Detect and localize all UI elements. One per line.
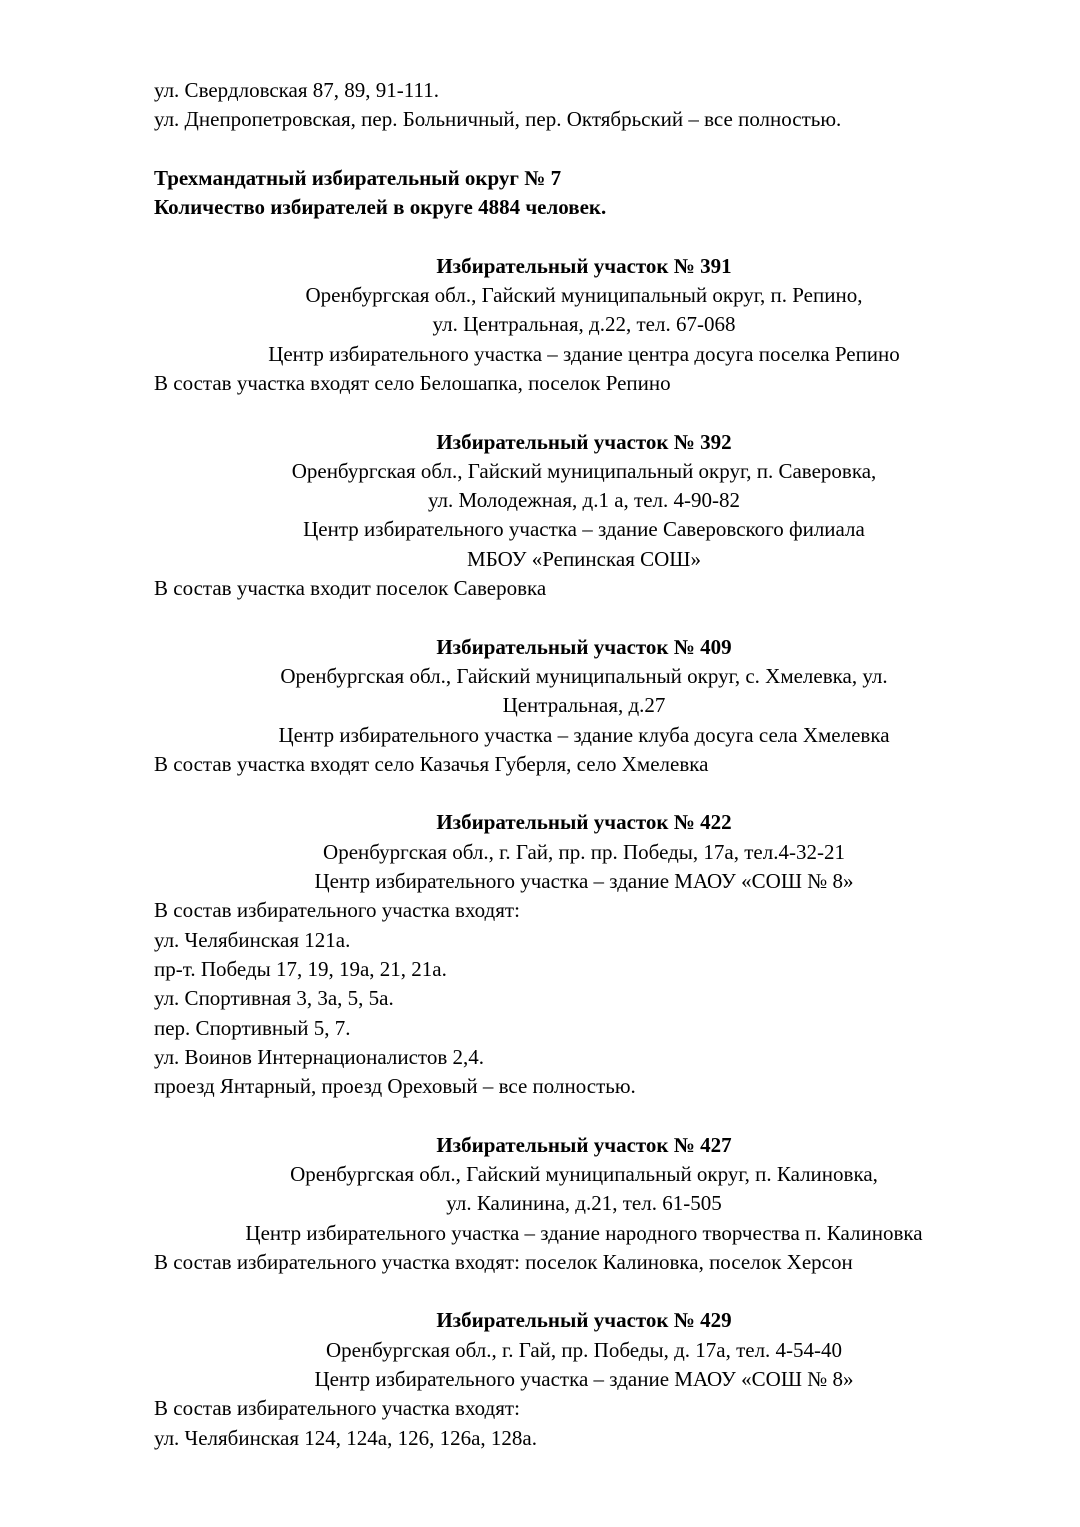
- spacer: [154, 398, 1014, 427]
- station-title: Избирательный участок № 429: [436, 1308, 732, 1333]
- station-center: Центр избирательного участка – здание МАОУ «СОШ № 8»: [314, 869, 854, 894]
- district-voters: Количество избирателей в округе 4884 человек.: [154, 195, 607, 220]
- station-title: Избирательный участок № 422: [436, 810, 732, 835]
- station-address: Оренбургская обл., Гайский муниципальный округ, с. Хмелевка, ул.: [280, 663, 888, 688]
- station-composition: ул. Челябинская 121а.: [154, 927, 351, 952]
- station-title: Избирательный участок № 391: [436, 253, 732, 278]
- station-address: ул. Молодежная, д.1 а, тел. 4-90-82: [427, 488, 740, 513]
- station-center: Центр избирательного участка – здание Саверовского филиала: [303, 517, 865, 542]
- station-composition: В состав избирательного участка входят:: [154, 898, 520, 923]
- station-composition: В состав участка входят село Белошапка, поселок Репино: [154, 370, 671, 395]
- polling-station-section: [154, 1131, 1014, 1307]
- station-composition: В состав участка входит поселок Саверовка: [154, 576, 547, 601]
- polling-station-section: [154, 633, 1014, 809]
- station-center: Центр избирательного участка – здание центра досуга поселка Репино: [268, 341, 900, 366]
- polling-station-section: [154, 428, 1014, 633]
- station-title: Избирательный участок № 409: [436, 634, 732, 659]
- station-composition: пер. Спортивный 5, 7.: [154, 1015, 351, 1040]
- spacer: [154, 135, 1014, 164]
- station-address: Оренбургская обл., г. Гай, пр. пр. Победы, 17а, тел.4-32-21: [323, 839, 845, 864]
- station-title: Избирательный участок № 427: [436, 1132, 732, 1157]
- intro-line: ул. Днепропетровская, пер. Больничный, пер. Октябрьский – все полностью.: [154, 107, 842, 132]
- station-address: ул. Калинина, д.21, тел. 61-505: [446, 1191, 722, 1216]
- spacer: [154, 1101, 1014, 1130]
- document-page: [154, 76, 1014, 1453]
- station-composition: ул. Спортивная 3, 3а, 5, 5а.: [154, 986, 394, 1011]
- station-center: Центр избирательного участка – здание народного творчества п. Калиновка: [245, 1220, 923, 1245]
- station-address: Оренбургская обл., Гайский муниципальный округ, п. Саверовка,: [291, 458, 877, 483]
- station-address: ул. Центральная, д.22, тел. 67-068: [432, 312, 736, 337]
- station-composition: пр-т. Победы 17, 19, 19а, 21, 21а.: [154, 956, 447, 981]
- station-title: Избирательный участок № 392: [436, 429, 732, 454]
- station-center: Центр избирательного участка – здание МАОУ «СОШ № 8»: [314, 1367, 854, 1392]
- station-address: Центральная, д.27: [502, 693, 666, 718]
- station-address: Оренбургская обл., Гайский муниципальный округ, п. Репино,: [305, 283, 863, 308]
- polling-station-section: [154, 252, 1014, 428]
- station-address: Оренбургская обл., г. Гай, пр. Победы, д. 17а, тел. 4-54-40: [325, 1337, 843, 1362]
- polling-station-section: [154, 1306, 1014, 1452]
- polling-sections: [154, 252, 1014, 1453]
- polling-station-section: [154, 808, 1014, 1130]
- station-composition: В состав избирательного участка входят:: [154, 1396, 520, 1421]
- district-title: Трехмандатный избирательный округ № 7: [154, 165, 562, 190]
- station-address: Оренбургская обл., Гайский муниципальный округ, п. Калиновка,: [290, 1161, 878, 1186]
- station-center: Центр избирательного участка – здание клуба досуга села Хмелевка: [278, 722, 890, 747]
- station-center: МБОУ «Репинская СОШ»: [467, 546, 701, 571]
- station-composition: В состав избирательного участка входят: поселок Калиновка, поселок Херсон: [154, 1249, 853, 1274]
- station-composition: ул. Челябинская 124, 124а, 126, 126а, 128а.: [154, 1425, 537, 1450]
- spacer: [154, 603, 1014, 632]
- station-composition: ул. Воинов Интернационалистов 2,4.: [154, 1044, 484, 1069]
- station-composition: проезд Янтарный, проезд Ореховый – все полностью.: [154, 1074, 636, 1099]
- station-composition: В состав участка входят село Казачья Губерля, село Хмелевка: [154, 751, 709, 776]
- spacer: [154, 779, 1014, 808]
- spacer: [154, 1277, 1014, 1306]
- spacer: [154, 222, 1014, 251]
- intro-line: ул. Свердловская 87, 89, 91-111.: [154, 78, 439, 102]
